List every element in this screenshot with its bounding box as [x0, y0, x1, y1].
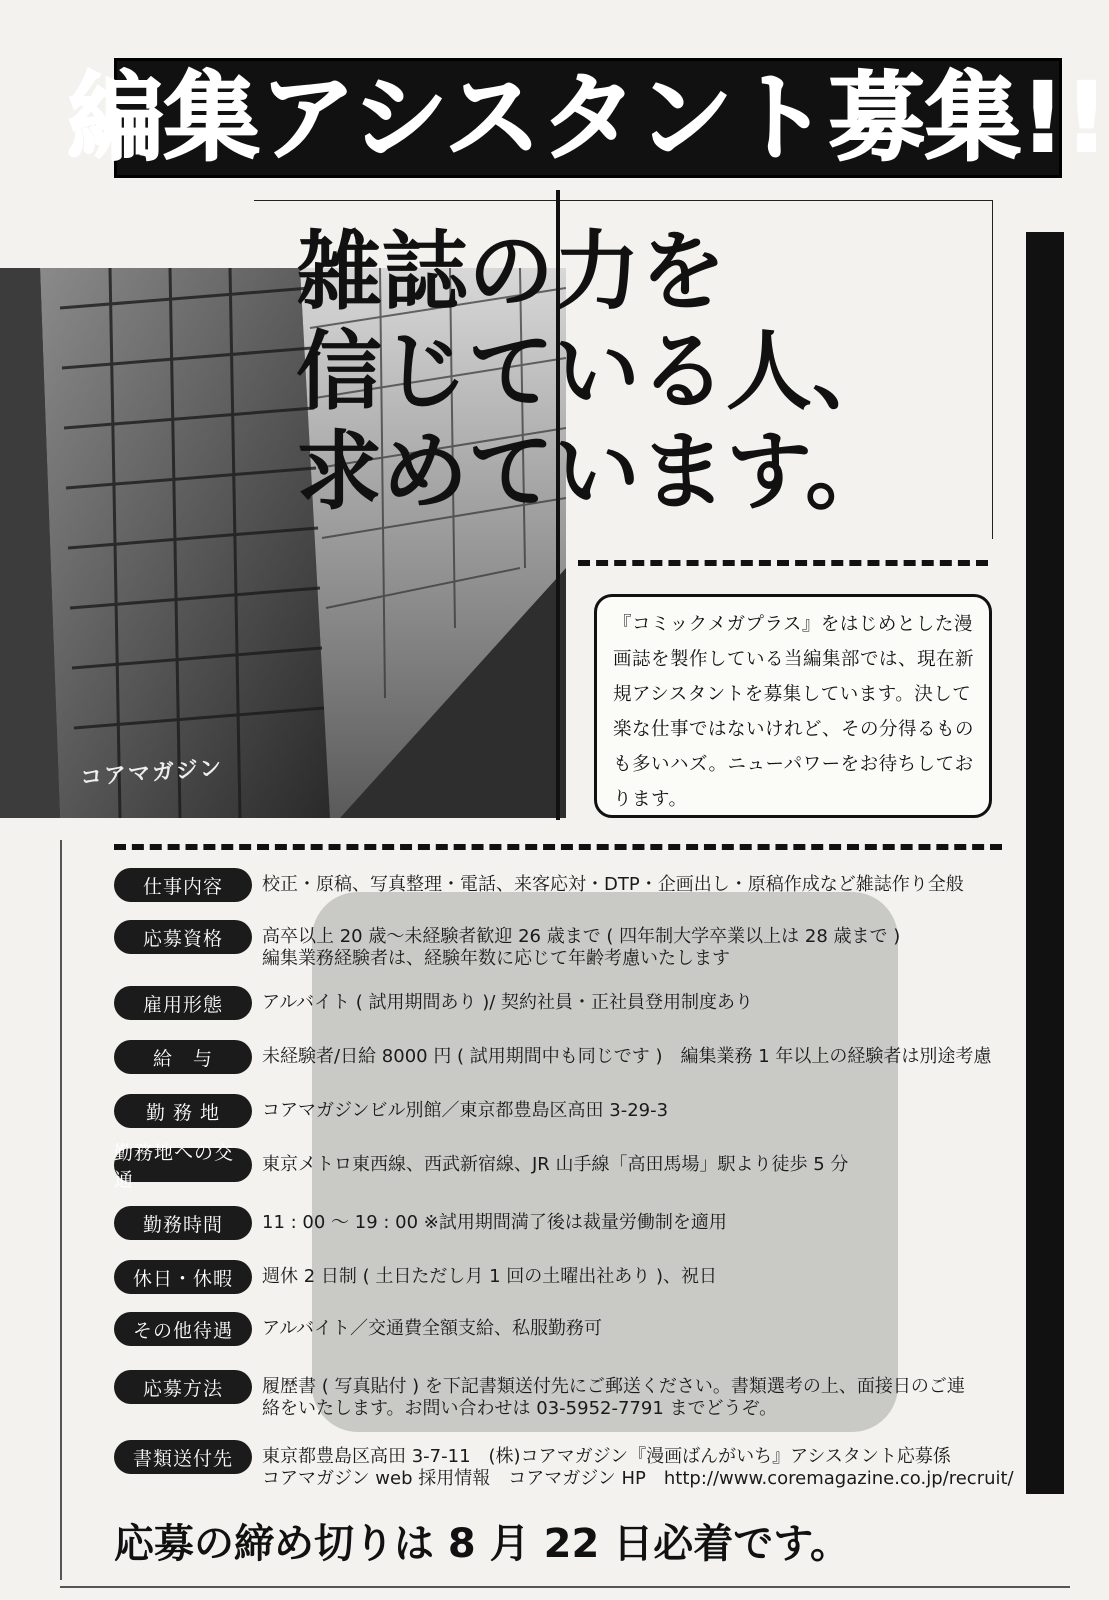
detail-label: 給 与: [114, 1040, 252, 1074]
detail-row: [114, 986, 753, 1020]
detail-row: [114, 1142, 849, 1191]
headline-line-1: 雑誌の力を: [296, 221, 726, 322]
detail-row: [114, 1094, 668, 1128]
deadline-notice: 応募の締め切りは 8 月 22 日必着です。: [114, 1521, 850, 1567]
detail-label: 書類送付先: [114, 1440, 252, 1474]
detail-line: 絡をいたします。お問い合わせは 03-5952-7791 までどうぞ。: [262, 1398, 778, 1419]
detail-value: [262, 920, 900, 970]
detail-label: 休日・休暇: [114, 1260, 252, 1294]
detail-label: 応募資格: [114, 920, 252, 954]
dashed-divider-top: [578, 560, 988, 566]
detail-label: その他待遇: [114, 1312, 252, 1346]
detail-value: [262, 1440, 1014, 1490]
detail-value: [262, 1040, 991, 1068]
detail-line: 履歴書 ( 写真貼付 ) を下記書類送付先にご郵送ください。書類選考の上、面接日のご連: [262, 1376, 965, 1397]
dashed-divider-details: [114, 844, 1002, 850]
detail-value: [262, 986, 753, 1014]
detail-line: 週休 2 日制 ( 土日ただし月 1 回の土曜出社あり )、祝日: [262, 1266, 717, 1287]
detail-value: [262, 1370, 965, 1420]
detail-line: 東京都豊島区高田 3-7-11 (株)コアマガジン『漫画ばんがいち』アシスタント応募係: [262, 1446, 951, 1467]
detail-row: [114, 868, 964, 902]
headline-line-3: 求めています。: [296, 421, 892, 522]
detail-label: 応募方法: [114, 1370, 252, 1404]
detail-value: [262, 1260, 717, 1288]
detail-line: 編集業務経験者は、経験年数に応じて年齢考慮いたします: [262, 948, 730, 969]
detail-line: 東京メトロ東西線、西武新宿線、JR 山手線「高田馬場」駅より徒歩 5 分: [262, 1154, 849, 1175]
detail-line: 校正・原稿、写真整理・電話、来客応対・DTP・企画出し・原稿作成など雑誌作り全般: [262, 874, 964, 895]
detail-row: [114, 1370, 965, 1420]
detail-label: 仕事内容: [114, 868, 252, 902]
detail-label: 雇用形態: [114, 986, 252, 1020]
headline: [296, 222, 898, 522]
detail-row: [114, 1040, 991, 1074]
detail-line: コアマガジンビル別館／東京都豊島区高田 3-29-3: [262, 1100, 669, 1121]
intro-box: 『コミックメガプラス』をはじめとした漫画誌を製作している当編集部では、現在新規アシスタントを募集しています。決して楽な仕事ではないけれど、その分得るものも多いハズ。ニューパワーをお待ちしております。: [594, 594, 992, 818]
detail-value: [262, 1148, 848, 1176]
building-sign: コアマガジン: [79, 756, 225, 791]
detail-row: [114, 920, 900, 970]
detail-row: [114, 1206, 727, 1240]
detail-line: 未経験者/日給 8000 円 ( 試用期間中も同じです ) 編集業務 1 年以上の経験者は別途考慮: [262, 1046, 992, 1067]
detail-label: 勤務時間: [114, 1206, 252, 1240]
detail-line: 高卒以上 20 歳〜未経験者歓迎 26 歳まで ( 四年制大学卒業以上は 28 歳まで ): [262, 926, 901, 947]
detail-value: [262, 1312, 602, 1340]
detail-value: [262, 868, 964, 896]
left-rule: [60, 840, 62, 1580]
right-bar: [1026, 232, 1064, 1494]
detail-row: [114, 1260, 717, 1294]
detail-value: [262, 1094, 668, 1122]
detail-row: [114, 1312, 602, 1346]
detail-line: 11 : 00 〜 19 : 00 ※試用期間満了後は裁量労働制を適用: [262, 1212, 727, 1233]
detail-line: アルバイト ( 試用期間あり )/ 契約社員・正社員登用制度あり: [262, 992, 754, 1013]
detail-label: 勤務地への交通: [114, 1148, 252, 1182]
detail-label: 勤 務 地: [114, 1094, 252, 1128]
banner-title: 編集アシスタント募集!!: [67, 62, 1109, 174]
headline-line-2: 信じている人、: [296, 321, 898, 422]
detail-line: コアマガジン web 採用情報 コアマガジン HP http://www.coremagazine.co.jp/recruit/: [262, 1468, 1014, 1489]
detail-line: アルバイト／交通費全額支給、私服勤務可: [262, 1318, 603, 1339]
bottom-rule: [60, 1586, 1070, 1588]
detail-row: [114, 1440, 1014, 1490]
recruit-banner: [67, 58, 1109, 178]
detail-value: [262, 1206, 727, 1234]
